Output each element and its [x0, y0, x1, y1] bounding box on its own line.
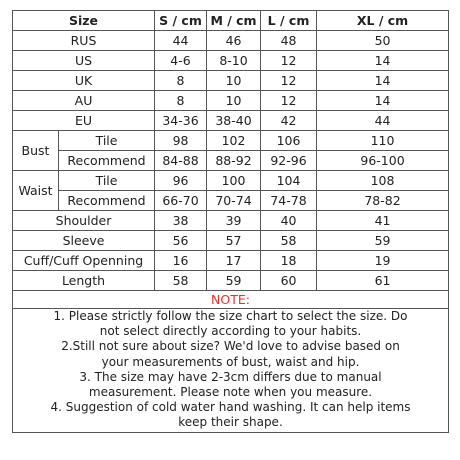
cell-l: 12	[261, 51, 317, 71]
row-label: EU	[13, 111, 155, 131]
cell-l: 40	[261, 211, 317, 231]
cell-s: 8	[155, 71, 207, 91]
group-label-bust: Bust	[13, 131, 59, 171]
cell-m: 10	[207, 71, 261, 91]
table-row	[13, 271, 449, 291]
cell-xl: 14	[317, 51, 449, 71]
header-l: L / cm	[261, 11, 317, 31]
cell-l: 92-96	[261, 151, 317, 171]
note-line: keep their shape.	[178, 415, 283, 430]
cell-l: 74-78	[261, 191, 317, 211]
size-table	[12, 10, 449, 433]
row-label: AU	[13, 91, 155, 111]
cell-l: 48	[261, 31, 317, 51]
table-row	[13, 151, 449, 171]
header-s: S / cm	[155, 11, 207, 31]
table-row	[13, 211, 449, 231]
cell-xl: 78-82	[317, 191, 449, 211]
table-row	[13, 111, 449, 131]
table-row	[13, 51, 449, 71]
row-label: UK	[13, 71, 155, 91]
cell-s: 8	[155, 91, 207, 111]
table-row	[13, 251, 449, 271]
cell-l: 18	[261, 251, 317, 271]
note-line: 4. Suggestion of cold water hand washing. It can help items	[50, 400, 411, 415]
cell-m: 46	[207, 31, 261, 51]
cell-xl: 14	[317, 71, 449, 91]
row-label: Shoulder	[13, 211, 155, 231]
table-row	[13, 171, 449, 191]
cell-l: 42	[261, 111, 317, 131]
table-row	[13, 131, 449, 151]
cell-xl: 19	[317, 251, 449, 271]
table-row	[13, 31, 449, 51]
cell-m: 59	[207, 271, 261, 291]
cell-s: 34-36	[155, 111, 207, 131]
cell-l: 60	[261, 271, 317, 291]
table-row	[13, 91, 449, 111]
note-line: 1. Please strictly follow the size chart to select the size. Do	[53, 309, 408, 323]
row-label: Length	[13, 271, 155, 291]
note-line: not select directly according to your habits.	[99, 324, 362, 339]
cell-xl: 41	[317, 211, 449, 231]
cell-m: 102	[207, 131, 261, 151]
cell-s: 84-88	[155, 151, 207, 171]
size-chart	[12, 10, 448, 433]
note-line: your measurements of bust, waist and hip.	[101, 354, 360, 369]
row-label: Sleeve	[13, 231, 155, 251]
cell-l: 106	[261, 131, 317, 151]
cell-xl: 14	[317, 91, 449, 111]
cell-s: 16	[155, 251, 207, 271]
header-xl: XL / cm	[317, 11, 449, 31]
cell-s: 4-6	[155, 51, 207, 71]
cell-s: 96	[155, 171, 207, 191]
note-line: 3. The size may have 2-3cm differs due to manual	[79, 369, 382, 384]
cell-m: 8-10	[207, 51, 261, 71]
cell-xl: 50	[317, 31, 449, 51]
row-label: RUS	[13, 31, 155, 51]
note-body-row	[13, 309, 449, 433]
cell-xl: 96-100	[317, 151, 449, 171]
note-line: 2.Still not sure about size? We'd love to advise based on	[61, 339, 400, 354]
cell-s: 66-70	[155, 191, 207, 211]
table-row	[13, 231, 449, 251]
cell-m: 39	[207, 211, 261, 231]
header-row	[13, 11, 449, 31]
row-label: Recommend	[59, 191, 155, 211]
group-label-waist: Waist	[13, 171, 59, 211]
row-label: Tile	[59, 171, 155, 191]
cell-l: 104	[261, 171, 317, 191]
cell-s: 44	[155, 31, 207, 51]
cell-l: 58	[261, 231, 317, 251]
cell-m: 100	[207, 171, 261, 191]
header-size: Size	[13, 11, 155, 31]
note-title: NOTE:	[13, 291, 449, 309]
cell-s: 56	[155, 231, 207, 251]
row-label: Tile	[59, 131, 155, 151]
cell-l: 12	[261, 71, 317, 91]
note-body	[13, 309, 449, 433]
row-label: Cuff/Cuff Openning	[13, 251, 155, 271]
cell-xl: 44	[317, 111, 449, 131]
cell-s: 38	[155, 211, 207, 231]
cell-m: 70-74	[207, 191, 261, 211]
note-title-row	[13, 291, 449, 309]
cell-xl: 59	[317, 231, 449, 251]
table-row	[13, 191, 449, 211]
cell-xl: 110	[317, 131, 449, 151]
cell-xl: 108	[317, 171, 449, 191]
table-row	[13, 71, 449, 91]
header-m: M / cm	[207, 11, 261, 31]
cell-s: 98	[155, 131, 207, 151]
cell-m: 10	[207, 91, 261, 111]
row-label: US	[13, 51, 155, 71]
cell-s: 58	[155, 271, 207, 291]
note-line: measurement. Please note when you measure.	[88, 385, 373, 400]
cell-m: 38-40	[207, 111, 261, 131]
cell-m: 88-92	[207, 151, 261, 171]
cell-m: 57	[207, 231, 261, 251]
cell-m: 17	[207, 251, 261, 271]
cell-xl: 61	[317, 271, 449, 291]
row-label: Recommend	[59, 151, 155, 171]
cell-l: 12	[261, 91, 317, 111]
